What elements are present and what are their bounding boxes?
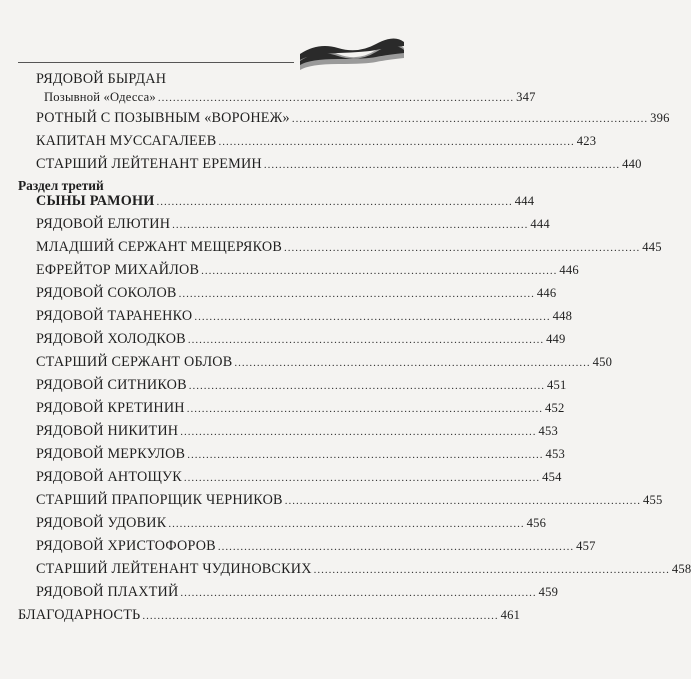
toc-entry: [36, 538, 596, 555]
toc-entry-title: КАПИТАН МУССАГАЛЕЕВ: [36, 133, 217, 149]
toc-entry-title: ЕФРЕЙТОР МИХАЙЛОВ: [36, 262, 200, 278]
toc-entry: [36, 156, 642, 173]
toc-entry-title: СТАРШИЙ ЛЕЙТЕНАНТ ЕРЕМИН: [36, 156, 262, 172]
toc-entry: [36, 285, 557, 302]
leader-dots: ...............................................................................................: [156, 196, 513, 208]
toc-page-number: 440: [622, 157, 642, 171]
toc-entry: [36, 354, 613, 371]
toc-entry: [36, 423, 558, 440]
toc-entry: [36, 515, 547, 532]
leader-dots: ...............................................................................................: [142, 610, 499, 622]
leader-dots: ...............................................................................................: [187, 334, 545, 346]
toc-entry-title: РЯДОВОЙ МЕРКУЛОВ: [36, 446, 186, 462]
toc-entry-title: РОТНЫЙ С ПОЗЫВНЫМ «ВОРОНЕЖ»: [36, 110, 290, 126]
toc-entry: [36, 584, 559, 601]
toc-entry-title: РЯДОВОЙ НИКИТИН: [36, 423, 179, 439]
toc-page-number: 461: [500, 608, 521, 622]
toc-entry-title: РЯДОВОЙ ТАРАНЕНКО: [36, 308, 193, 324]
toc-page-number: 444: [514, 194, 535, 208]
toc-entry: [18, 607, 521, 624]
toc-entry-title: РЯДОВОЙ ХОЛОДКОВ: [36, 331, 186, 347]
toc-entry-title: Позывной «Одесса»: [44, 90, 156, 104]
toc-entry: [36, 71, 388, 88]
toc-entry: [36, 216, 550, 233]
toc-entry: [36, 308, 573, 325]
toc-page-number: 347: [516, 90, 536, 104]
leader-dots: ...............................................................................................: [187, 449, 544, 461]
toc-page-number: 396: [650, 111, 670, 125]
toc-entry: [36, 561, 691, 578]
toc-entry-title: РЯДОВОЙ КРЕТИНИН: [36, 400, 185, 416]
leader-dots: ...............................................................................................: [313, 564, 670, 576]
toc-page-number: 453: [538, 424, 558, 438]
toc-entry: [36, 331, 566, 348]
toc-page-number: 456: [526, 516, 547, 530]
toc-page-number: 446: [559, 263, 579, 277]
toc-page-number: 449: [546, 332, 566, 346]
leader-dots: ...............................................................................................: [284, 495, 641, 507]
toc-page-number: 455: [642, 493, 663, 507]
toc-page-number: 458: [671, 562, 691, 576]
toc-entry: [36, 492, 663, 509]
toc-page-number: 446: [536, 286, 557, 300]
toc-page-number: 423: [576, 134, 597, 148]
toc-entry-title: БЛАГОДАРНОСТЬ: [18, 607, 141, 623]
toc-entry-title: СТАРШИЙ ПРАПОРЩИК ЧЕРНИКОВ: [36, 492, 283, 508]
toc-page-number: 445: [642, 240, 662, 254]
toc-entry-title: СЫНЫ РАМОНИ: [36, 193, 155, 209]
leader-dots: ...............................................................................................: [217, 541, 575, 553]
toc-entry-title: РЯДОВОЙ ЕЛЮТИН: [36, 216, 171, 232]
leader-dots: ...............................................................................................: [234, 357, 591, 369]
toc-page-number: 452: [545, 401, 565, 415]
leader-dots: ...............................................................................................: [157, 92, 515, 104]
toc-entry: [36, 193, 535, 210]
leader-dots: ...............................................................................................: [180, 426, 537, 438]
leader-dots: ...............................................................................................: [168, 518, 525, 530]
leader-dots: ...............................................................................................: [284, 242, 641, 254]
toc-entry: [36, 133, 597, 150]
toc-entry-title: РЯДОВОЙ ХРИСТОФОРОВ: [36, 538, 216, 554]
toc-entry-title: РЯДОВОЙ СИТНИКОВ: [36, 377, 187, 393]
toc-page-number: 459: [538, 585, 559, 599]
toc-entry-title: СТАРШИЙ ЛЕЙТЕНАНТ ЧУДИНОВСКИХ: [36, 561, 312, 577]
toc-entry: [36, 446, 565, 463]
leader-dots: ...............................................................................................: [218, 136, 575, 148]
leader-dots: ...............................................................................................: [172, 219, 529, 231]
toc-entry: [36, 377, 567, 394]
leader-dots: ...............................................................................................: [194, 311, 551, 323]
toc-entry: [36, 262, 579, 279]
leader-dots: ...............................................................................................: [263, 159, 621, 171]
leader-dots: ...............................................................................................: [180, 587, 537, 599]
section-heading: Раздел третий: [18, 178, 104, 193]
leader-dots: ...............................................................................................: [201, 265, 558, 277]
toc-page-number: 450: [592, 355, 613, 369]
leader-dots: ...............................................................................................: [186, 403, 544, 415]
toc-entry-title: РЯДОВОЙ БЫРДАН: [36, 71, 167, 87]
toc-entry: [36, 239, 662, 256]
toc-page-number: 454: [542, 470, 562, 484]
toc-entry-title: РЯДОВОЙ ПЛАХТИЙ: [36, 584, 179, 600]
toc-entry-title: РЯДОВОЙ СОКОЛОВ: [36, 285, 177, 301]
toc-page-number: 453: [545, 447, 565, 461]
toc-page-number: 457: [576, 539, 596, 553]
toc-entry: [36, 469, 562, 486]
toc-page-number: 451: [547, 378, 567, 392]
toc-entry-title: МЛАДШИЙ СЕРЖАНТ МЕЩЕРЯКОВ: [36, 239, 282, 255]
leader-dots: ...............................................................................................: [188, 380, 546, 392]
toc-entry: [44, 90, 536, 105]
leader-dots: ...............................................................................................: [183, 472, 541, 484]
leader-dots: ...............................................................................................: [291, 113, 649, 125]
toc-entry-title: РЯДОВОЙ УДОВИК: [36, 515, 167, 531]
toc-entry: [36, 110, 670, 127]
toc-page-number: 444: [530, 217, 550, 231]
toc-entry-title: СТАРШИЙ СЕРЖАНТ ОБЛОВ: [36, 354, 233, 370]
toc-page-number: 448: [552, 309, 573, 323]
toc-entry: [36, 400, 565, 417]
toc-entry-title: РЯДОВОЙ АНТОЩУК: [36, 469, 182, 485]
leader-dots: ...............................................................................................: [178, 288, 535, 300]
